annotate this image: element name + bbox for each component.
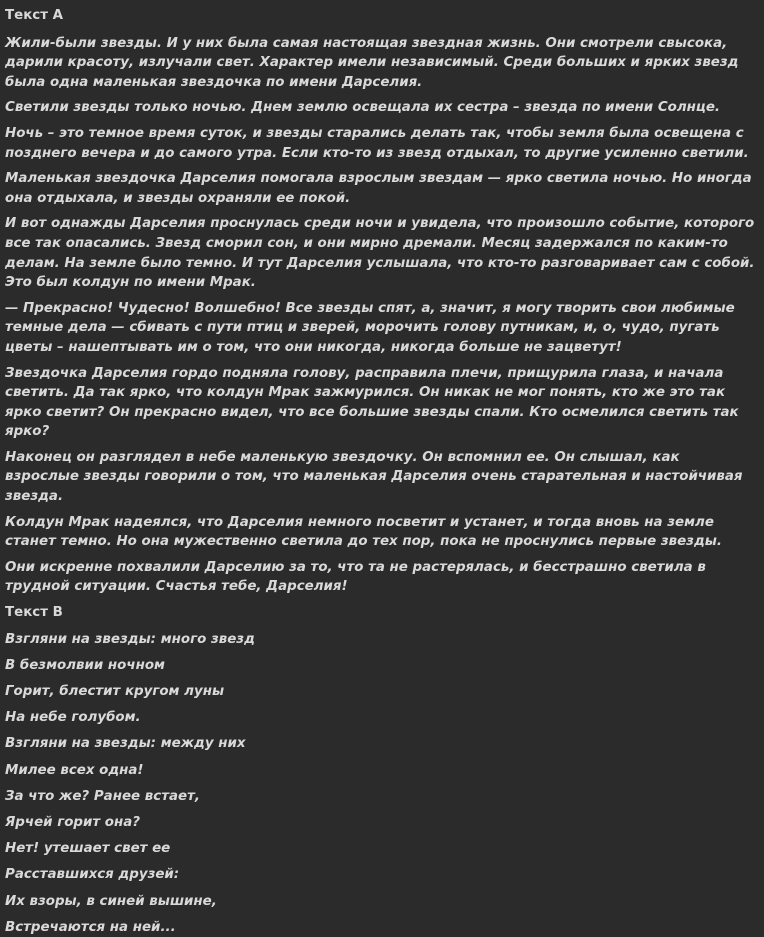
text-a-paragraph: Колдун Мрак надеялся, что Дарселия немного посветит и устанет, и тогда вновь на земле станет темно. Но она мужественно светила до тех пор, пока не проснулись первые звезды. (5, 514, 722, 550)
poem-line: Взгляни на звезды: между них (5, 736, 246, 752)
poem-line: Расставшихся друзей: (5, 867, 180, 883)
poem-line: За что же? Ранее встает, (5, 788, 200, 804)
poem-line: В безмолвии ночном (5, 657, 165, 673)
text-a-paragraph: И вот однажды Дарселия проснулась среди ночи и увидела, что произошло событие, которого все так опасались. Звезд сморил сон, и они мирно дремали. Месяц задержался по каким-то делам. На земле было темно. И тут Дарселия услышала, что кто-то разговаривает сам с собой. Это был колдун по имени Мрак. (5, 216, 755, 291)
text-a-paragraph: Жили-были звезды. И у них была самая настоящая звездная жизнь. Они смотрели свысока, дарили красоту, излучали свет. Характер имели независимый. Среди больших и ярких звезд была одна маленькая звездочка по имени Дарселия. (5, 35, 739, 90)
poem-line: Их взоры, в синей вышине, (5, 893, 217, 909)
text-a-paragraph: Звездочка Дарселия гордо подняла голову, расправила плечи, прищурила глаза, и начала светить. Да так ярко, что колдун Мрак зажмурился. Он никак не мог понять, кто же это так ярко светит? Он прекрасно видел, что все большие звезды спали. Кто осмелился светить так ярко? (5, 365, 739, 440)
poem-line: Горит, блестит кругом луны (5, 684, 225, 699)
text-a-paragraph: Ночь – это темное время суток, и звезды старались делать так, чтобы земля была освещена с позднего вечера и до самого утра. Если кто-то из звезд отдыхал, то другие усиленно светили. (5, 125, 749, 161)
poem-line: Встречаются на ней... (5, 919, 176, 935)
text-a-heading: Текст А (5, 8, 64, 23)
poem-line: На небе голубом. (5, 710, 141, 726)
text-a-paragraph: Светили звезды только ночью. Днем землю освещала их сестра – звезда по имени Солнце. (5, 100, 721, 116)
text-a-paragraph: Они искренне похвалили Дарселию за то, что та не растерялась, и бесстрашно светила в трудной ситуации. Счастья тебе, Дарселия! (5, 559, 706, 595)
text-a-paragraph: Маленькая звездочка Дарселия помогала взрослым звездам — ярко светила ночью. Но иногда она отдыхала, и звезды охраняли ее покой. (5, 171, 752, 206)
text-b-heading: Текст В (5, 605, 63, 621)
poem-line: Взгляни на звезды: много звезд (5, 631, 255, 647)
text-a-paragraph: — Прекрасно! Чудесно! Волшебно! Все звезды спят, а, значит, я могу творить свои любимые темные дела — сбивать с пути птиц и зверей, морочить голову путникам, и, о, чудо, пугать цветы – нашептывать им о том, что они никогда, никогда больше не зацветут! (5, 300, 735, 355)
poem-line: Ярчей горит она? (5, 814, 141, 830)
poem-line: Милее всех одна! (5, 762, 144, 778)
text-a-paragraph: Наконец он разглядел в небе маленькую звездочку. Он вспомнил ее. Он слышал, как взрослые звезды говорили о том, что маленькая Дарселия очень старательная и настойчивая звезда. (5, 449, 743, 505)
poem-line: Нет! утешает свет ее (5, 841, 171, 857)
